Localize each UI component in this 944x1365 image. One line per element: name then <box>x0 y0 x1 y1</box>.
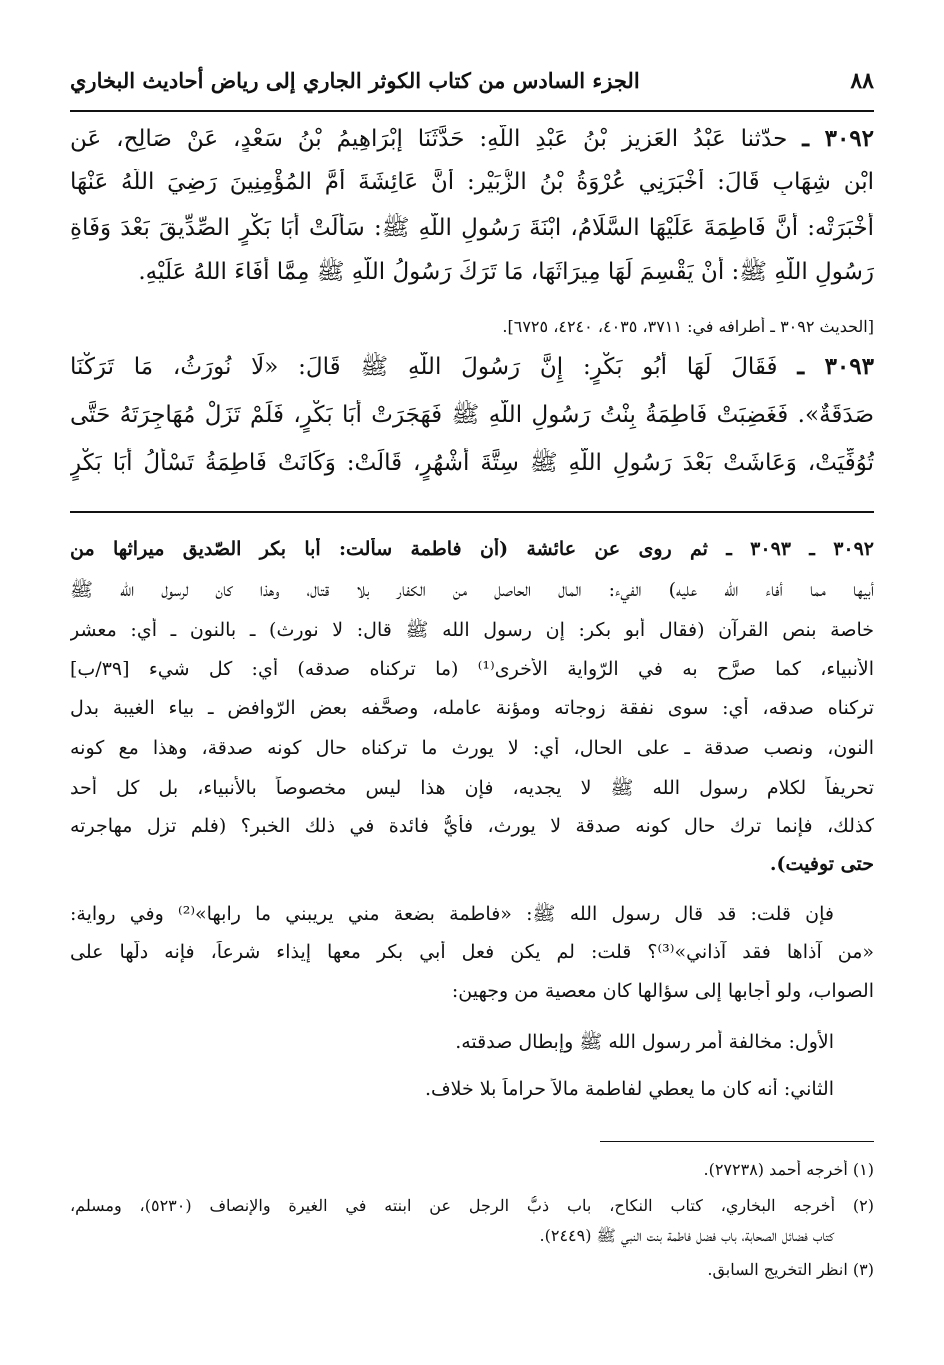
hadith-3093-line-2: صَدَقَةٌ». فَغَضِبَتْ فَاطِمَةُ بِنْتُ رَسُولِ اللَّهِ ﷺ فَهَجَرَتْ أَبَا بَكْرٍ، فَلَمْ تَزَلْ مُهَاجِرَتَهُ حَتَّى <box>70 402 874 428</box>
hadith-3093-line-1: ٣٠٩٣ ـ فَقَالَ لَهَا أَبُو بَكْرٍ: إِنَّ رَسُولَ اللَّهِ ﷺ قَالَ: «لَا نُورَثُ، مَا تَرَكْنَا <box>70 353 874 380</box>
commentary-line-2: أبيها مما أفاء الله عليه) الفيء: المال الحاصل من الكفار بلا قتال، وهذا كان لرسول الله ﷺ <box>70 579 874 601</box>
commentary-line-6: النون، ونصب صدقة ـ على الحال، أي: لا يورث ما تركناه حال كونه صدقة، وهذا مع كونه <box>70 737 874 759</box>
commentary-line-8: كذلك، فإنما ترك حال كونه صدقة لا يورث، فأيُّ فائدة في ذلك الخبر؟ (فلم تزل مهاجرته <box>70 815 874 837</box>
hadith-3093-line-3: تُوُفِّيَتْ، وَعَاشَتْ بَعْدَ رَسُولِ اللَّهِ ﷺ سِتَّةَ أَشْهُرٍ، قَالَتْ: وَكَانَتْ فَاطِمَةُ تَسْأَلُ أَبَا بَكْرٍ <box>70 450 874 476</box>
commentary-line-5: تركناه صدقه، أي: سوى نفقة زوجاته ومؤنة عامله، وصحَّفه بعض الرّوافض ـ بياء الغيبة بدل <box>70 697 874 719</box>
page-header <box>70 62 874 112</box>
hadith-number: ٣٠٩٢ ـ <box>802 125 874 152</box>
commentary-line-4: الأنبياء، كما صرَّح به في الرّواية الأخرى⁽¹⁾ (ما تركناه صدقه) أي: كل شيء [٣٩/ب] <box>70 658 874 680</box>
discussion-line-3: الصواب، ولو أجابها إلى سؤالها كان معصية من وجهين: <box>451 980 874 1002</box>
hadith-3092-line-2: ابْنِ شِهَابٍ قَالَ: أَخْبَرَنِي عُرْوَةُ بْنُ الزُّبَيْرِ: أَنَّ عَائِشَةَ أُمَّ المُؤْمِنِينَ رَضِيَ اللَّهُ عَنْهَا <box>70 169 874 195</box>
commentary-line-3: خاصة بنص القرآن (فقال أبو بكر: إن رسول الله ﷺ قال: لا نورث) ـ بالنون ـ أي: معشر <box>70 619 874 641</box>
hadith-3092-line-3: أَخْبَرَتْه: أَنَّ فَاطِمَةَ عَلَيْهَا السَّلَامُ، ابْنَةَ رَسُولِ اللَّهِ ﷺ: سَأَلَتْ أَبَا بَكْرٍ الصِّدِّيقَ بَعْدَ وَفَاةِ <box>70 215 874 241</box>
running-title: الجزء السادس من كتاب الكوثر الجاري إلى رياض أحاديث البخاري <box>70 68 640 93</box>
commentary-number: ٣٠٩٢ ـ ٣٠٩٣ ـ <box>726 538 874 560</box>
footnote-2-line-1: (٢) أخرجه البخاري، كتاب النكاح، باب ذبُّ الرجل عن ابنته في الغيرة والإنصاف (٥٢٣٠)، ومسلم، <box>70 1196 874 1215</box>
discussion-first-point: الأول: مخالفة أمر رسول الله ﷺ وإبطال صدقته. <box>455 1031 834 1053</box>
commentary-line-7: تحريفاً لكلام رسول الله ﷺ لا يجديه، فإن هذا ليس مخصوصاً بالأنبياء، بل كل أحد <box>70 777 874 799</box>
commentary-line-9: حتى توفيت). <box>769 853 874 875</box>
footnote-divider <box>600 1141 874 1142</box>
footnote-3: (٣) انظر التخريج السابق. <box>707 1260 874 1279</box>
hadith-3092-line-4: رَسُولِ اللَّهِ ﷺ: أَنْ يَقْسِمَ لَهَا مِيرَاثَهَا، مَا تَرَكَ رَسُولُ اللَّهِ ﷺ مِمَّا أَفَاءَ اللهُ عَلَيْهِ. <box>138 259 874 285</box>
footnote-2-line-2: كتاب فضائل الصحابة، باب فضل فاطمة بنت النبي ﷺ (٢٤٤٩). <box>539 1226 834 1245</box>
footnote-1: (١) أخرجه أحمد (٢٧٢٣٨). <box>703 1160 874 1179</box>
page-number: ٨٨ <box>850 68 874 94</box>
discussion-line-2: «من آذاها فقد آذاني»⁽³⁾؟ قلت: لم يكن فعل أبي بكر معها إيذاء شرعاً، فإنه دلَّها على <box>70 941 874 963</box>
commentary-line-1: ٣٠٩٢ ـ ٣٠٩٣ ـ ثم روى عن عائشة (أن فاطمة سألت: أبا بكر الصّديق ميراثها من <box>70 538 874 560</box>
discussion-second-point: الثاني: أنه كان ما يعطي لفاطمة مالاً حراماً بلا خلاف. <box>424 1078 834 1100</box>
hadith-3092-line-1: ٣٠٩٢ ـ حدّثنا عَبْدُ العَزِيزِ بْنُ عَبْدِ اللَّهِ: حَدَّثَنَا إِبْرَاهِيمُ بْنُ سَعْدٍ، عَنْ صَالِحٍ، عَنِ <box>70 125 874 152</box>
hadith-reference: [الحديث ٣٠٩٢ ـ أطرافه في: ٣٧١١، ٤٠٣٥، ٤٢٤٠، ٦٧٢٥]. <box>502 317 874 336</box>
discussion-line-1: فإن قلت: قد قال رسول الله ﷺ: «فاطمة بضعة مني يريبني ما رابها»⁽²⁾ وفي رواية: <box>70 903 834 925</box>
section-divider <box>70 511 874 513</box>
hadith-number: ٣٠٩٣ ـ <box>797 353 874 380</box>
